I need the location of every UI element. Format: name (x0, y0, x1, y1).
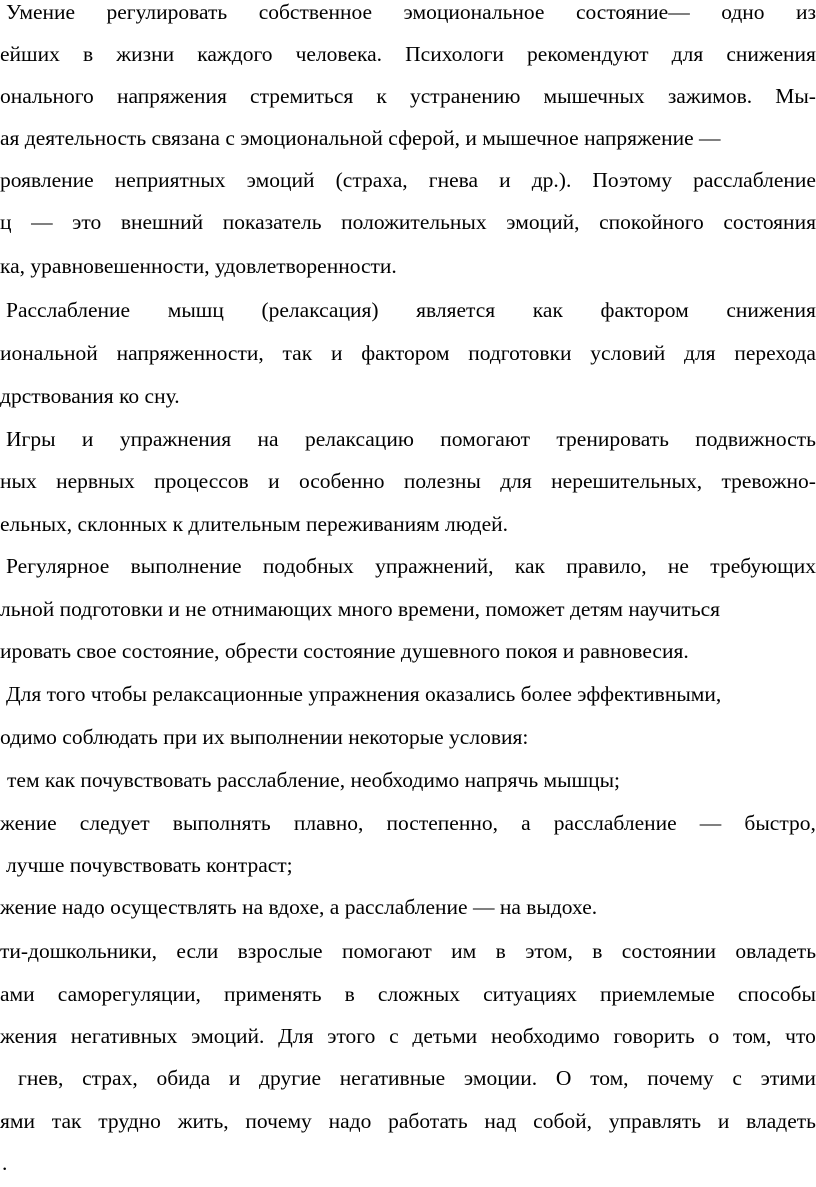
text-line-8: Расслабление мышц (релаксация) является как фактором снижения (6, 298, 816, 322)
text-line-22: жение надо осуществлять на вдохе, а расслабление — на выдохе. (0, 895, 598, 919)
text-line-3: онального напряжения стремиться к устранению мышечных зажимов. Мы- (0, 84, 816, 108)
text-line-18: одимо соблюдать при их выполнении некоторые условия: (0, 725, 529, 749)
text-line-28: . (2, 1151, 8, 1175)
text-line-12: ных нервных процессов и особенно полезны для нерешительных, тревожно- (0, 469, 816, 493)
text-line-15: льной подготовки и не отнимающих много времени, поможет детям научиться (0, 597, 721, 621)
text-line-27: ями так трудно жить, почему надо работать над собой, управлять и владеть (0, 1109, 816, 1133)
text-line-14: Регулярное выполнение подобных упражнений, как правило, не требующих (6, 554, 816, 578)
text-line-10: дрствования ко сну. (0, 384, 180, 408)
text-line-9: иональной напряженности, так и фактором подготовки условий для перехода (0, 341, 816, 365)
text-line-24: ами саморегуляции, применять в сложных ситуациях приемлемые способы (0, 982, 816, 1006)
text-line-2: ейших в жизни каждого человека. Психологи рекомендуют для снижения (0, 42, 816, 66)
text-line-17: Для того чтобы релаксационные упражнения оказались более эффективными, (6, 682, 722, 706)
text-line-16: ировать свое состояние, обрести состояние душевного покоя и равновесия. (0, 639, 689, 663)
text-line-4: ая деятельность связана с эмоциональной сферой, и мышечное напряжение — (0, 126, 721, 150)
text-line-7: ка, уравновешенности, удовлетворенности. (0, 254, 397, 278)
text-line-23: ти-дошкольники, если взрослые помогают им в этом, в состоянии овладеть (0, 939, 816, 963)
text-line-21: лучше почувствовать контраст; (6, 853, 293, 877)
text-line-6: ц — это внешний показатель положительных эмоций, спокойного состояния (0, 210, 816, 234)
text-line-1: Умение регулировать собственное эмоциональное состояние— одно из (6, 0, 816, 24)
text-line-5: роявление неприятных эмоций (страха, гнева и др.). Поэтому расслабление (0, 168, 816, 192)
text-line-11: Игры и упражнения на релаксацию помогают тренировать подвижность (6, 427, 816, 451)
text-line-19: тем как почувствовать расслабление, необходимо напрячь мышцы; (7, 768, 621, 792)
text-line-25: жения негативных эмоций. Для этого с детьми необходимо говорить о том, что (0, 1024, 816, 1048)
text-line-20: жение следует выполнять плавно, постепенно, а расслабление — быстро, (0, 811, 816, 835)
text-line-26: гнев, страх, обида и другие негативные эмоции. О том, почему с этими (18, 1066, 816, 1090)
text-line-13: ельных, склонных к длительным переживаниям людей. (0, 512, 509, 536)
